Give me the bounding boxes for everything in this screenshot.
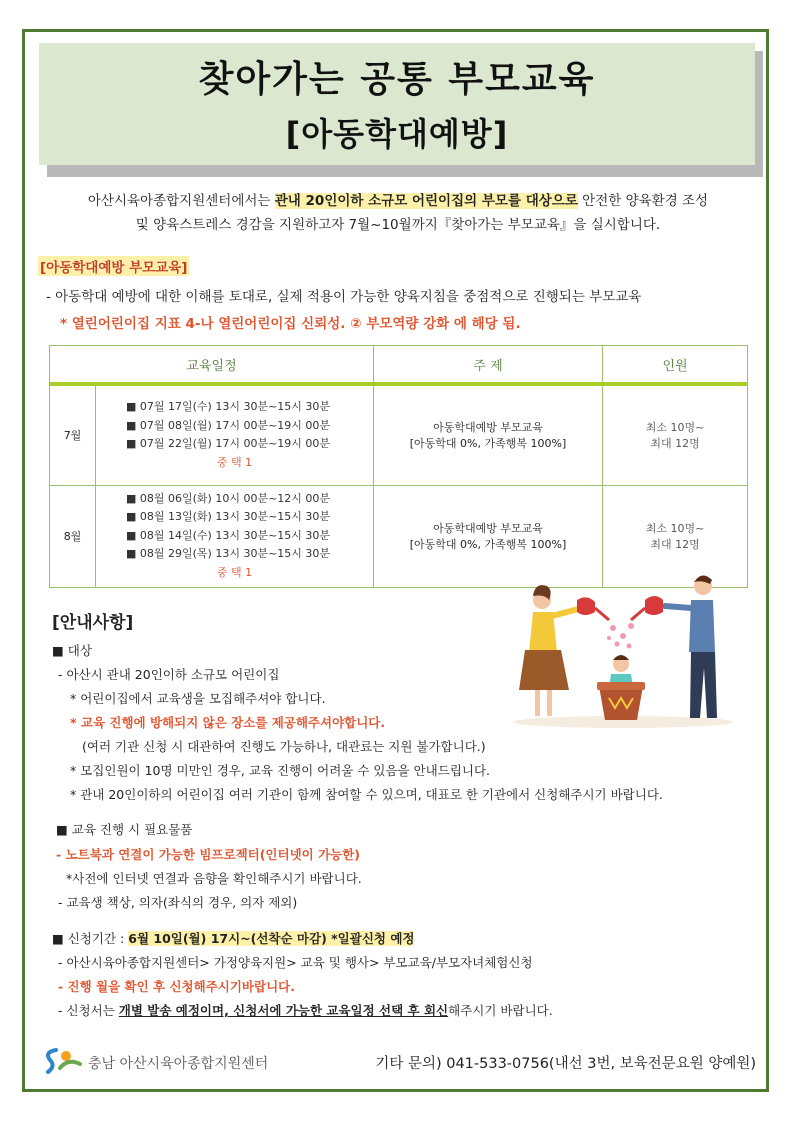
table-row [50, 384, 748, 485]
topic-title: 아동학대예방 부모교육 [433, 421, 543, 435]
header-topic: 주 제 [374, 346, 603, 385]
header-schedule: 교육일정 [50, 346, 374, 385]
footer-org-name: 충남 아산시육아종합지원센터 [88, 1056, 269, 1072]
schedule-table [49, 345, 748, 588]
date-item: ■ 08월 06일(화) 10시 00분~12시 00분 [126, 491, 331, 505]
date-item: ■ 08월 14일(수) 13시 30분~15시 30분 [126, 528, 331, 542]
page-subtitle: [아동학대예방] [285, 115, 509, 153]
intro-text [40, 189, 756, 237]
date-item: ■ 07월 08일(월) 17시 00분~19시 00분 [126, 418, 331, 432]
capacity-max: 최대 12명 [650, 437, 700, 451]
topic-title: 아동학대예방 부모교육 [433, 522, 543, 535]
month-cell: 8월 [50, 485, 96, 587]
supplies-line-2: *사전에 인터넷 연결과 음향을 확인해주시기 바랍니다. [66, 871, 362, 886]
title-banner [39, 43, 755, 165]
date-item: ■ 07월 17일(수) 13시 30분~15시 30분 [126, 400, 331, 414]
capacity-cell [603, 384, 748, 485]
date-item: ■ 08월 13일(화) 13시 30분~15시 30분 [126, 510, 331, 524]
topic-subtitle: [아동학대 0%, 가족행복 100%] [409, 538, 567, 551]
period-line-3-end: 해주시기 바랍니다. [448, 1003, 553, 1018]
dates-cell [96, 485, 374, 587]
period-line-1: - 아산시육아종합지원센터> 가정양육지원> 교육 및 행사> 부모교육/부모자녀체험신청 [58, 955, 533, 970]
intro-part2: 안전한 양육환경 조성 [577, 193, 709, 209]
supplies-line-1: - 노트북과 연결이 가능한 빔프로젝터(인터넷이 가능한) [56, 847, 361, 862]
choose-one: 중 택 1 [216, 565, 253, 579]
footer-contact: 기타 문의) 041-533-0756(내선 3번, 보육전문요원 양예원) [375, 1056, 756, 1072]
period-label: ■ 신청기간 : [52, 931, 129, 946]
target-line-2: * 어린이집에서 교육생을 모집해주셔야 합니다. [70, 691, 326, 706]
header-capacity: 인원 [603, 346, 748, 385]
target-line-4: (여러 기관 신청 시 대관하여 진행도 가능하나, 대관료는 지원 불가합니다.) [82, 739, 486, 754]
target-label: ■ 대상 [52, 643, 92, 658]
period-row [52, 929, 414, 947]
guide-title: [안내사항] [52, 613, 134, 633]
period-line-3 [58, 1001, 553, 1019]
capacity-min: 최소 10명~ [645, 522, 705, 535]
capacity-max: 최대 12명 [650, 538, 700, 551]
section-description: - 아동학대 예방에 대한 이해를 토대로, 실제 적용이 가능한 양육지침을 중점적으로 진행되는 부모교육 [46, 289, 642, 305]
capacity-min: 최소 10명~ [645, 421, 705, 435]
topic-subtitle: [아동학대 0%, 가족행복 100%] [409, 437, 567, 451]
period-line-3-emphasis: 개별 발송 예정이며, 신청서에 가능한 교육일정 선택 후 회신 [118, 1003, 449, 1018]
period-line-3-start: - 신청서는 [58, 1003, 119, 1018]
target-line-5: * 모집인원이 10명 미만인 경우, 교육 진행이 어려울 수 있음을 안내드립니다. [70, 763, 491, 778]
month-cell: 7월 [50, 384, 96, 485]
target-line-6: * 관내 20인이하의 어린이집 여러 기관이 함께 참여할 수 있으며, 대표로 한 기관에서 신청해주시기 바랍니다. [70, 787, 663, 802]
period-line-2: - 진행 월을 확인 후 신청해주시기바랍니다. [58, 979, 295, 994]
target-line-3: * 교육 진행에 방해되지 않은 장소를 제공해주셔야합니다. [70, 715, 386, 730]
section-heading: [아동학대예방 부모교육] [38, 256, 189, 276]
target-line-1: - 아산시 관내 20인이하 소규모 어린이집 [58, 667, 280, 682]
topic-cell [374, 384, 603, 485]
page-title: 찾아가는 공통 부모교육 [198, 59, 596, 100]
supplies-line-3: - 교육생 책상, 의자(좌식의 경우, 의자 제외) [58, 895, 298, 910]
dates-cell [96, 384, 374, 485]
section-note: * 열린어린이집 지표 4-나 열린어린이집 신뢰성. ② 부모역량 강화 에 해당 됨. [60, 316, 521, 332]
center-logo [42, 1046, 84, 1074]
table-header-row [50, 346, 748, 385]
intro-line2: 및 양육스트레스 경감을 지원하고자 7월~10월까지『찾아가는 부모교육』을 실시합니다. [135, 217, 661, 233]
parents-watering-child-illustration [505, 570, 740, 730]
date-item: ■ 07월 22일(월) 17시 00분~19시 00분 [126, 437, 331, 451]
supplies-label: ■ 교육 진행 시 필요물품 [56, 822, 193, 837]
intro-part1: 아산시육아종합지원센터에서는 [87, 193, 275, 209]
period-value: 6월 10일(월) 17시~(선착순 마감) *일괄신청 예정 [128, 931, 415, 946]
choose-one: 중 택 1 [216, 455, 253, 469]
intro-highlight: 관내 20인이하 소규모 어린이집의 부모를 대상으로 [274, 193, 578, 209]
date-item: ■ 08월 29일(목) 13시 30분~15시 30분 [126, 547, 331, 561]
